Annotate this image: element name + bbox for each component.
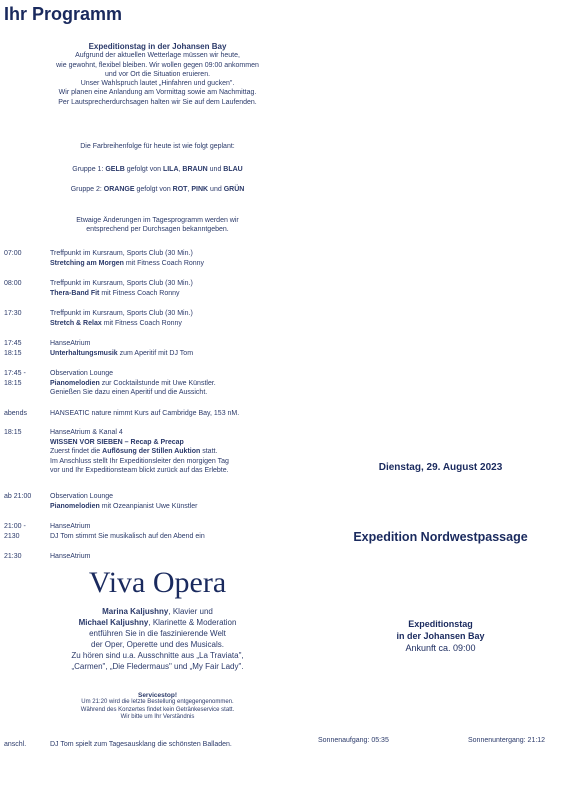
color-sequence-intro: Die Farbreihenfolge für heute ist wie folgt geplant: [80,143,235,150]
event-detail: zum Aperitif mit DJ Tom [117,349,194,357]
event-detail: mit Fitness Coach Ronny [101,319,182,327]
schedule-item [4,522,304,542]
viva-opera-title: Viva Opera [88,566,227,599]
color-name: PINK [191,186,209,193]
schedule-description [50,339,306,358]
servicestop-line: Während des Konzertes findet kein Getränkeservice statt. [80,706,235,713]
schedule-time: 17:45 - [4,370,26,377]
event-note: Genießen Sie dazu einen Aperitif und die Aussicht. [50,389,208,397]
group-label: Gruppe 2: [70,186,102,193]
schedule-time-end: 18:15 [4,379,22,387]
schedule-item [4,492,304,512]
schedule-description: HANSEATIC nature nimmt Kurs auf Cambridge Bay, 153 nM. [50,410,240,417]
event-title: WISSEN VOR SIEBEN – Recap & Precap [50,438,184,446]
schedule-time-range [4,522,48,541]
performer-role: , Klarinette & Moderation [148,618,237,627]
schedule-time: abends [4,410,27,417]
group-1-sequence [5,165,310,174]
viva-opera-description [5,606,310,672]
connector-text: und [209,166,222,173]
servicestop-notice [5,692,310,722]
event-title: Stretch & Relax [50,319,102,327]
day-summary [316,618,565,654]
event-detail: vor und Ihr Expeditionsteam blickt zurück auf das Erlebte. [50,467,229,475]
event-detail: statt. [200,448,218,456]
intro-line: und vor Ort die Situation eruieren. [104,70,211,78]
schedule-item [4,369,304,399]
schedule-time: 07:00 [4,250,22,257]
event-highlight: Auflösung der Stillen Auktion [102,448,201,456]
arrival-time: Ankunft ca. 09:00 [405,643,476,653]
performer-name: Marina Kaljushny [102,607,169,616]
schedule-time: anschl. [4,741,27,748]
connector-text: und [210,186,222,193]
intro-line: Per Lautsprecherdurchsagen halten wir Sie auf dem Laufenden. [58,98,257,106]
connector-text: gefolgt von [126,166,161,173]
schedule-location: Observation Lounge [50,493,114,500]
color-name: BRAUN [182,166,208,173]
schedule-location: HanseAtrium & Kanal 4 [50,429,123,436]
intro-heading: Expeditionstag in der Johansen Bay [88,42,227,51]
schedule-description [50,249,306,268]
schedule-item [4,309,304,329]
servicestop-line: Um 21:20 wird die letzte Bestellung entgegengenommen. [81,699,234,706]
schedule-description [50,309,306,328]
schedule-item [4,339,304,359]
event-title: Pianomelodien [50,502,100,510]
group-label: Gruppe 1: [72,166,104,173]
connector-text: , [187,186,190,193]
schedule-location: Treffpunkt im Kursraum, Sports Club (30 Min.) [50,310,193,317]
schedule-item [4,279,304,299]
color-name: LILA [162,166,179,173]
intro-line: Aufgrund der aktuellen Wetterlage müssen wir heute, [75,52,240,60]
schedule-time-range [4,369,48,388]
note-line: Etwaige Änderungen im Tagesprogramm werden wir [76,217,239,224]
sunrise-time: Sonnenaufgang: 05:35 [318,737,389,744]
event-detail: Zuerst findet die [50,448,103,456]
intro-line: wie gewohnt, flexibel bleiben. Wir wollen gegen 09:00 ankommen [56,61,259,69]
schedule-location: HanseAtrium [50,523,91,530]
event-detail: mit Fitness Coach Ronny [99,289,180,297]
performer-role: , Klavier und [168,607,213,616]
schedule-time: 21:00 - [4,523,26,530]
event-detail: DJ Tom stimmt Sie musikalisch auf den Abend ein [50,532,205,540]
event-detail: Im Anschluss stellt Ihr Expeditionsleiter den morgigen Tag [50,457,229,465]
event-title: Unterhaltungsmusik [50,349,118,357]
event-title: Stretching am Morgen [50,259,124,267]
program-date: Dienstag, 29. August 2023 [378,462,503,473]
event-title: Thera-Band Fit [50,289,100,297]
schedule-location: Observation Lounge [50,370,114,377]
intro-line: Unser Wahlspruch lautet „Hinfahren und gucken". [80,80,235,88]
schedule-time-range [4,339,48,358]
connector-text: , [178,166,181,173]
schedule-time: 18:15 [4,429,22,436]
color-name: ORANGE [103,186,135,193]
schedule-time: 21:30 [4,553,22,560]
day-title: Expeditionstag [408,619,473,629]
color-name: GRÜN [223,186,245,193]
color-name: GELB [105,166,125,173]
note-line: entsprechend per Durchsagen bekanntgeben. [86,226,229,234]
changes-note [5,216,310,235]
schedule-time: 17:30 [4,310,22,317]
color-name: BLAU [223,166,243,173]
schedule-location: Treffpunkt im Kursraum, Sports Club (30 Min.) [50,250,193,257]
schedule-time: ab 21:00 [4,493,32,500]
connector-text: gefolgt von [136,186,171,193]
schedule-item [4,409,304,419]
schedule-description [50,428,306,476]
expedition-name: Expedition Nordwestpassage [353,530,528,544]
event-detail: mit Ozeanpianist Uwe Künstler [99,502,198,510]
intro-line: Wir planen eine Anlandung am Vormittag sowie am Nachmittag. [58,89,257,97]
sunset-time: Sonnenuntergang: 21:12 [468,737,546,744]
schedule-description: DJ Tom spielt zum Tagesausklang die schönsten Balladen. [50,741,232,748]
schedule-location: Treffpunkt im Kursraum, Sports Club (30 Min.) [50,280,193,287]
opera-line: entführen Sie in die faszinierende Welt [89,629,226,638]
servicestop-line: Wir bitte um Ihr Verständnis [120,714,195,721]
event-title: Pianomelodien [50,379,100,387]
opera-line: „Carmen", „Die Fledermaus" und „My Fair Lady". [71,662,244,671]
schedule-item [4,428,304,478]
schedule-time: 17:45 [4,340,22,347]
schedule-item [4,249,304,269]
schedule-location: HanseAtrium [50,340,91,347]
group-2-sequence [5,185,310,194]
day-location: in der Johansen Bay [396,631,485,641]
schedule-description [50,279,306,298]
opera-line: der Oper, Operette und des Musicals. [91,640,224,649]
event-detail: zur Cocktailstunde mit Uwe Künstler. [99,379,216,387]
color-name: ROT [172,186,188,193]
servicestop-heading: Servicestop! [137,692,178,699]
schedule-time-end: 18:15 [4,349,22,357]
schedule-item [4,552,304,562]
schedule-time: 08:00 [4,280,22,287]
schedule-item [4,740,304,750]
performer-name: Michael Kaljushny [78,618,149,627]
event-detail: mit Fitness Coach Ronny [123,259,205,267]
schedule-description [50,369,306,398]
schedule-description [50,522,306,541]
page-title: Ihr Programm [4,4,123,24]
opera-line: Zu hören sind u.a. Ausschnitte aus „La Traviata", [71,651,244,660]
schedule-location: HanseAtrium [50,553,91,560]
intro-section [5,42,310,107]
schedule-description [50,492,306,511]
schedule-time-end: 2130 [4,532,20,540]
